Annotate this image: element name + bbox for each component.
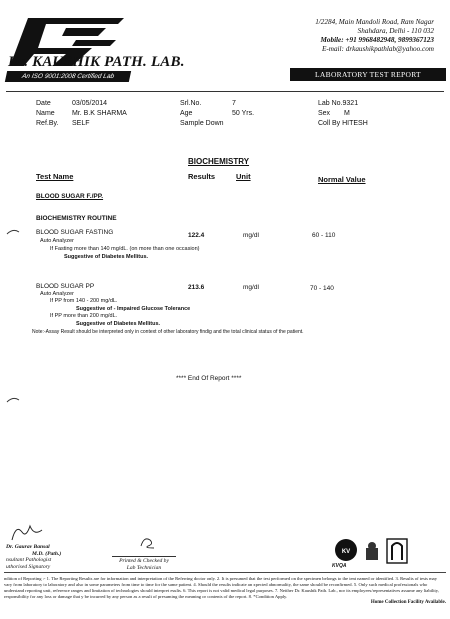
test-note: If Fasting more than 140 mg/dL. (on more than one occasion) [50,246,200,252]
test-result: 213.6 [188,284,205,291]
doctor-degree: M.D. (Path.) [32,550,62,557]
test-method: Auto Analyzer [40,291,74,297]
header-divider [6,91,444,92]
sex-value: M [344,110,350,117]
conditions-text: ndition of Reporting :- 1. The Reporting Results are for information and interpretation of the Referring doctor only. 2. It is presumed that the test performed on the specimen belongs to the ient named or identified. 3. Results of tests may vary from laboratory to laboratory and also in some parameters from time to time for the same patient. 4. Should the results indicate an xpected abnormality, the same should be reconfirmed. 5. Only such medical professionals who understand reporting unit, reference ranges and limitation of technologies should interpret esults. 6. This report is not valid medical legal purposes. 7. Neither Dr. Kaushik Path. Lab., nor its employees/representatives assume any liability, responsibility for any loss or damage that y be incurred by any person as a result of presuming the meaning or contents of the report. 8. *Condition Apply. [4,576,439,599]
col-results: Results [188,172,216,181]
punch-mark [6,228,20,236]
lab-name: Dr. KAUSHIK PATH. LAB. [8,54,185,70]
technician-block [112,558,176,571]
name-label: Name [36,110,55,117]
srl-label: Srl.No. [180,100,202,107]
col-test-name: Test Name [36,172,74,181]
doctor-signatory: uthorised Signatory [6,563,51,570]
test-method: Auto Analyzer [40,238,74,244]
routine-title: BIOCHEMISTRY ROUTINE [36,215,117,222]
nabl-logo [386,538,408,564]
collected-by: Coll By HITESH [318,120,368,127]
assay-note: Note:-Assay Result should be interpreted only in context of other laboratory findig and the total clinical status of the patient. [32,329,304,335]
test-unit: mg/dl [243,232,259,239]
name-value: Mr. B.K SHARMA [72,110,127,117]
home-collection: Home Collection Facility Available. [370,600,446,605]
test-normal-range: 60 - 110 [312,232,336,239]
lab-number: Lab No.9321 [318,100,359,107]
refby-value: SELF [72,120,90,127]
footer-divider [4,572,446,573]
kvqa-logo [334,538,358,562]
kvqa-text: KVQA [332,563,347,569]
age-label: Age [180,110,193,117]
test-note: If PP from 140 - 200 mg/dL. [50,298,118,304]
sample-status: Sample Down [180,120,224,127]
svg-text:KV: KV [341,549,351,555]
test-interpretation: Suggestive of Diabetes Mellitus. [64,254,149,260]
section-title: BIOCHEMISTRY [188,157,250,166]
signature-line [112,556,176,557]
iso-badge: An ISO 9001:2008 Certified Lab [5,71,131,82]
test-name: BLOOD SUGAR PP [36,283,95,290]
end-of-report: **** End Of Report **** [176,375,242,382]
test-result: 122.4 [188,232,205,239]
doctor-block [6,544,61,570]
refby-label: Ref.By. [36,120,59,127]
doctor-name: Dr. Gaurav Bansal [6,544,50,550]
doctor-signature [8,520,48,544]
doctor-role: nsultant Pathologist [6,557,52,564]
sex-label: Sex [318,110,331,117]
lab-address [264,18,434,54]
age-value: 50 Yrs. [232,110,255,117]
test-name: BLOOD SUGAR FASTING [36,229,114,236]
report-title-bar: LABORATORY TEST REPORT [290,68,446,81]
mobile-line: Mobile: +91 9968482948, 9899367123 [320,36,434,44]
date-value: 03/05/2014 [72,100,108,107]
date-label: Date [36,100,51,107]
col-normal-value: Normal Value [318,175,366,184]
technician-signature [138,534,158,550]
address-line-1: 1/2284, Main Mandoli Road, Ram Nagar [315,18,434,26]
test-note: If PP more than 200 mg/dL. [50,313,118,319]
address-line-2: Shahdara, Delhi - 110 032 [357,27,434,35]
printed-checked-label: Printed & Checked by [119,558,169,564]
test-interpretation: Suggestive of Diabetes Mellitus. [76,321,161,327]
group-title: BLOOD SUGAR F./PP. [36,193,104,200]
test-unit: mg/dl [243,284,259,291]
col-unit: Unit [236,172,251,181]
punch-mark [6,396,20,404]
email-line: E-mail: drkaushikpathlab@yahoo.com [321,45,434,53]
lab-technician-label: Lab Technician [126,564,162,571]
test-normal-range: 70 - 140 [310,285,334,292]
srl-value: 7 [232,100,236,107]
emblem-logo [362,540,382,562]
conditions-of-reporting [4,576,446,606]
test-interpretation: Suggestive of - Impaired Glucose Tolerance [76,306,191,312]
